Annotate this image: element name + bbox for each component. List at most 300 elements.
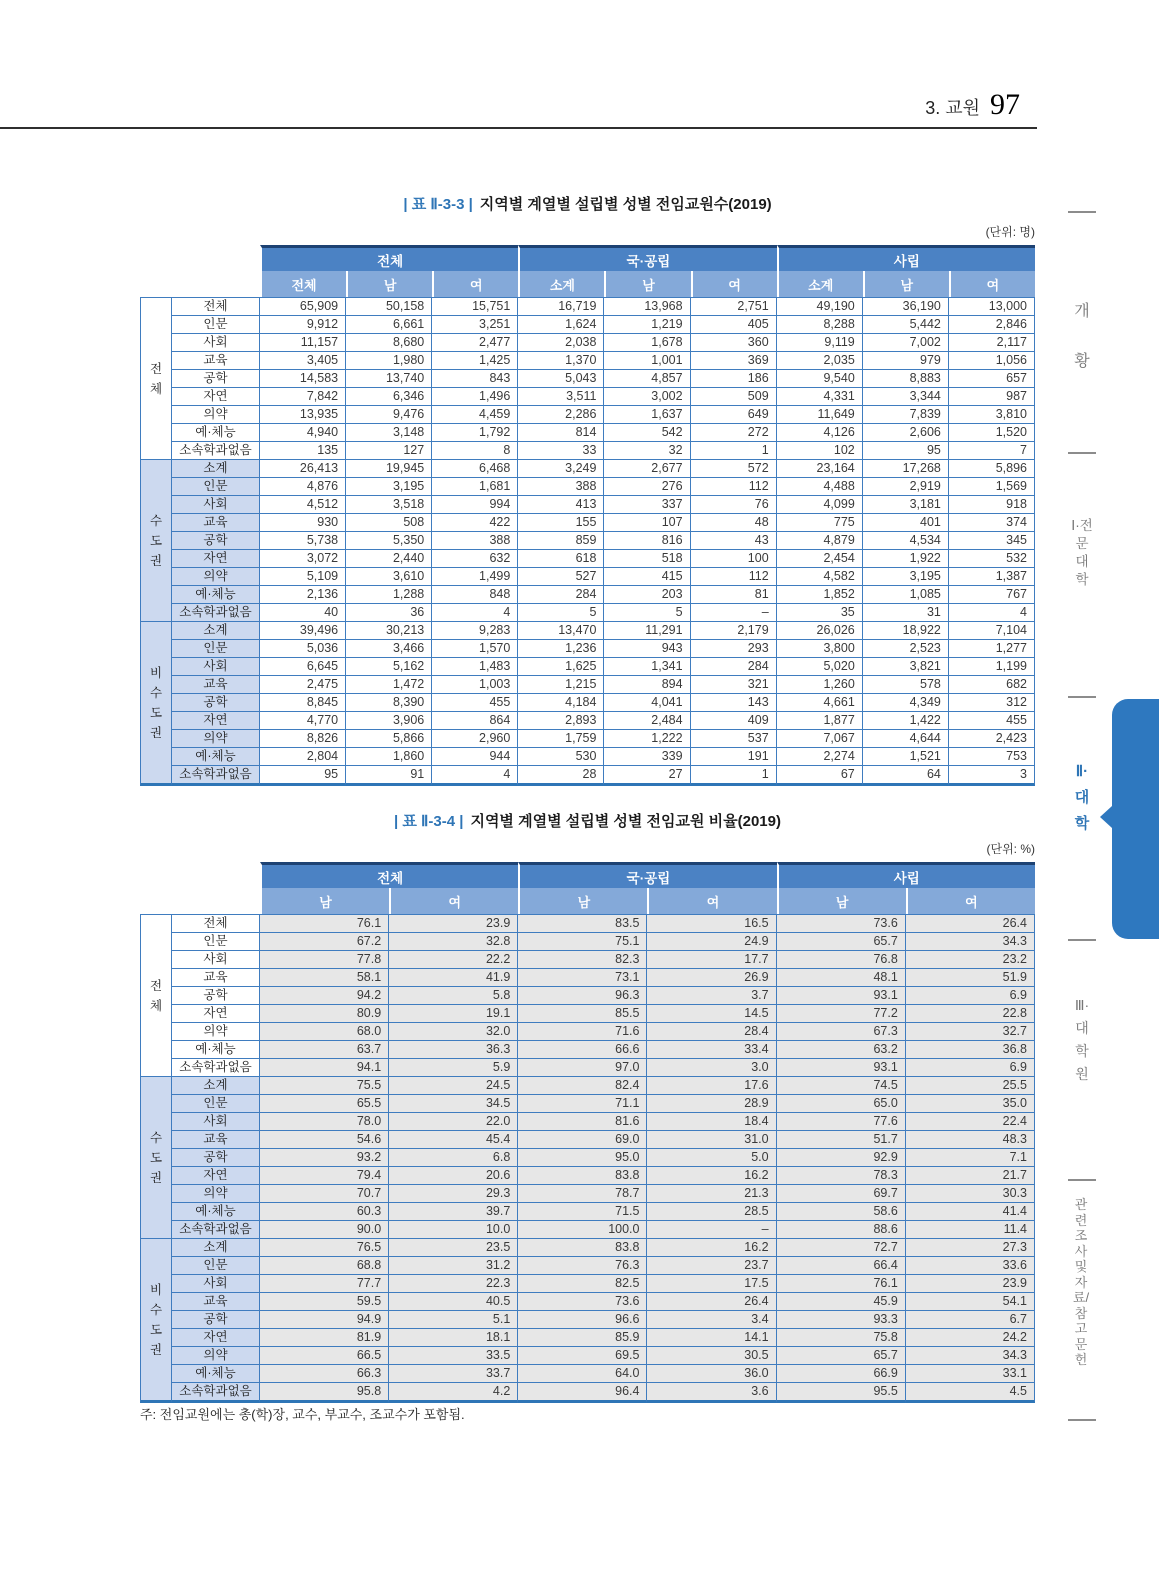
table-tag: | 표 Ⅱ-3-4 | bbox=[394, 813, 464, 830]
value-cell: 1,370 bbox=[518, 352, 604, 370]
value-cell: 58.1 bbox=[260, 969, 389, 987]
value-cell: 36 bbox=[346, 604, 432, 622]
value-cell: 73.1 bbox=[518, 969, 647, 987]
index-divider bbox=[1068, 939, 1096, 941]
value-cell: 78.0 bbox=[260, 1113, 389, 1131]
field-label: 자연 bbox=[172, 550, 260, 568]
value-cell: 23.9 bbox=[389, 914, 518, 933]
field-label: 소계 bbox=[172, 1077, 260, 1095]
value-cell: 81.9 bbox=[260, 1329, 389, 1347]
value-cell: 2,893 bbox=[518, 712, 604, 730]
value-cell: 24.2 bbox=[906, 1329, 1035, 1347]
field-label: 공학 bbox=[172, 1149, 260, 1167]
value-cell: 4,126 bbox=[777, 424, 863, 442]
value-cell: 5.1 bbox=[389, 1311, 518, 1329]
value-cell: 1,499 bbox=[432, 568, 518, 586]
value-cell: 27 bbox=[604, 766, 690, 786]
value-cell: 374 bbox=[949, 514, 1035, 532]
value-cell: 48.3 bbox=[906, 1131, 1035, 1149]
value-cell: 3 bbox=[949, 766, 1035, 786]
value-cell: 65.7 bbox=[777, 1347, 906, 1365]
value-cell: 1,922 bbox=[863, 550, 949, 568]
value-cell: 4,349 bbox=[863, 694, 949, 712]
value-cell: 2,523 bbox=[863, 640, 949, 658]
value-cell: 388 bbox=[518, 478, 604, 496]
column-group-header: 전체 bbox=[260, 245, 518, 271]
value-cell: 97.0 bbox=[518, 1059, 647, 1077]
value-cell: 2,117 bbox=[949, 334, 1035, 352]
value-cell: 864 bbox=[432, 712, 518, 730]
value-cell: 6.9 bbox=[906, 1059, 1035, 1077]
value-cell: 530 bbox=[518, 748, 604, 766]
value-cell: 6,661 bbox=[346, 316, 432, 334]
field-label: 의약 bbox=[172, 1347, 260, 1365]
field-label: 예·체능 bbox=[172, 586, 260, 604]
value-cell: 8,680 bbox=[346, 334, 432, 352]
value-cell: 5,442 bbox=[863, 316, 949, 334]
value-cell: 4,488 bbox=[777, 478, 863, 496]
value-cell: 814 bbox=[518, 424, 604, 442]
field-label: 사회 bbox=[172, 334, 260, 352]
value-cell: 69.5 bbox=[518, 1347, 647, 1365]
value-cell: 994 bbox=[432, 496, 518, 514]
column-header: 여 bbox=[691, 271, 777, 297]
value-cell: 2,919 bbox=[863, 478, 949, 496]
value-cell: 3,249 bbox=[518, 460, 604, 478]
value-cell: 63.7 bbox=[260, 1041, 389, 1059]
value-cell: 71.1 bbox=[518, 1095, 647, 1113]
value-cell: 3,195 bbox=[346, 478, 432, 496]
field-label: 자연 bbox=[172, 1167, 260, 1185]
region-label bbox=[140, 1239, 172, 1403]
value-cell: 66.9 bbox=[777, 1365, 906, 1383]
value-cell: 66.3 bbox=[260, 1365, 389, 1383]
column-header: 여 bbox=[389, 888, 518, 914]
value-cell: 5,109 bbox=[260, 568, 346, 586]
value-cell: 93.1 bbox=[777, 987, 906, 1005]
value-cell: 95 bbox=[863, 442, 949, 460]
value-cell: 71.6 bbox=[518, 1023, 647, 1041]
field-label: 공학 bbox=[172, 987, 260, 1005]
value-cell: 1,483 bbox=[432, 658, 518, 676]
value-cell: 67.3 bbox=[777, 1023, 906, 1041]
value-cell: 1,860 bbox=[346, 748, 432, 766]
value-cell: 578 bbox=[863, 676, 949, 694]
value-cell: 1,624 bbox=[518, 316, 604, 334]
value-cell: 23,164 bbox=[777, 460, 863, 478]
value-cell: 3,344 bbox=[863, 388, 949, 406]
value-cell: 8 bbox=[432, 442, 518, 460]
faculty-ratio-table bbox=[140, 862, 1035, 1403]
value-cell: 5.9 bbox=[389, 1059, 518, 1077]
field-label: 교육 bbox=[172, 1131, 260, 1149]
value-cell: 9,283 bbox=[432, 622, 518, 640]
value-cell: 5 bbox=[518, 604, 604, 622]
value-cell: 80.9 bbox=[260, 1005, 389, 1023]
value-cell: 75.8 bbox=[777, 1329, 906, 1347]
value-cell: 18,922 bbox=[863, 622, 949, 640]
value-cell: 22.2 bbox=[389, 951, 518, 969]
value-cell: 8,390 bbox=[346, 694, 432, 712]
value-cell: 36,190 bbox=[863, 297, 949, 316]
value-cell: 284 bbox=[691, 658, 777, 676]
value-cell: 1,003 bbox=[432, 676, 518, 694]
region-label bbox=[140, 622, 172, 786]
value-cell: 24.9 bbox=[647, 933, 776, 951]
value-cell: 76 bbox=[691, 496, 777, 514]
field-label: 사회 bbox=[172, 1275, 260, 1293]
value-cell: 21.3 bbox=[647, 1185, 776, 1203]
value-cell: 31.0 bbox=[647, 1131, 776, 1149]
table-corner bbox=[140, 245, 260, 297]
column-header: 소계 bbox=[777, 271, 863, 297]
value-cell: 107 bbox=[604, 514, 690, 532]
value-cell: 191 bbox=[691, 748, 777, 766]
value-cell: 1,288 bbox=[346, 586, 432, 604]
index-item-junior-college: Ⅰ·전문대학 bbox=[1071, 518, 1093, 587]
value-cell: 40 bbox=[260, 604, 346, 622]
value-cell: 51.9 bbox=[906, 969, 1035, 987]
value-cell: 22.3 bbox=[389, 1275, 518, 1293]
field-label: 사회 bbox=[172, 658, 260, 676]
value-cell: 930 bbox=[260, 514, 346, 532]
value-cell: 26,413 bbox=[260, 460, 346, 478]
field-label: 예·체능 bbox=[172, 1203, 260, 1221]
value-cell: 112 bbox=[691, 478, 777, 496]
value-cell: 33 bbox=[518, 442, 604, 460]
value-cell: 409 bbox=[691, 712, 777, 730]
value-cell: 753 bbox=[949, 748, 1035, 766]
value-cell: 82.4 bbox=[518, 1077, 647, 1095]
field-label: 자연 bbox=[172, 388, 260, 406]
field-label: 인문 bbox=[172, 478, 260, 496]
value-cell: 1,277 bbox=[949, 640, 1035, 658]
value-cell: 455 bbox=[949, 712, 1035, 730]
value-cell: 1,422 bbox=[863, 712, 949, 730]
value-cell: 81 bbox=[691, 586, 777, 604]
value-cell: 49,190 bbox=[777, 297, 863, 316]
value-cell: 64.0 bbox=[518, 1365, 647, 1383]
value-cell: 96.6 bbox=[518, 1311, 647, 1329]
value-cell: 1,569 bbox=[949, 478, 1035, 496]
value-cell: 75.1 bbox=[518, 933, 647, 951]
value-cell: 83.5 bbox=[518, 914, 647, 933]
value-cell: 8,288 bbox=[777, 316, 863, 334]
value-cell: 1,520 bbox=[949, 424, 1035, 442]
value-cell: 41.9 bbox=[389, 969, 518, 987]
value-cell: 7 bbox=[949, 442, 1035, 460]
value-cell: 68.0 bbox=[260, 1023, 389, 1041]
value-cell: 77.8 bbox=[260, 951, 389, 969]
value-cell: 26.9 bbox=[647, 969, 776, 987]
value-cell: 1,085 bbox=[863, 586, 949, 604]
value-cell: 3.6 bbox=[647, 1383, 776, 1403]
value-cell: 2,454 bbox=[777, 550, 863, 568]
value-cell: 3,251 bbox=[432, 316, 518, 334]
value-cell: 401 bbox=[863, 514, 949, 532]
field-label: 소계 bbox=[172, 460, 260, 478]
value-cell: 93.3 bbox=[777, 1311, 906, 1329]
value-cell: 1,215 bbox=[518, 676, 604, 694]
field-label: 공학 bbox=[172, 694, 260, 712]
value-cell: 39,496 bbox=[260, 622, 346, 640]
value-cell: 48 bbox=[691, 514, 777, 532]
value-cell: 337 bbox=[604, 496, 690, 514]
value-cell: 5,043 bbox=[518, 370, 604, 388]
value-cell: 16,719 bbox=[518, 297, 604, 316]
page-number: 97 bbox=[990, 88, 1020, 121]
value-cell: 2,484 bbox=[604, 712, 690, 730]
column-group-header: 사립 bbox=[777, 245, 1035, 271]
value-cell: 22.8 bbox=[906, 1005, 1035, 1023]
value-cell: 58.6 bbox=[777, 1203, 906, 1221]
value-cell: 4,534 bbox=[863, 532, 949, 550]
field-label: 의약 bbox=[172, 730, 260, 748]
value-cell: 28 bbox=[518, 766, 604, 786]
value-cell: 618 bbox=[518, 550, 604, 568]
value-cell: 79.4 bbox=[260, 1167, 389, 1185]
value-cell: 73.6 bbox=[777, 914, 906, 933]
column-header: 남 bbox=[346, 271, 432, 297]
value-cell: 18.1 bbox=[389, 1329, 518, 1347]
value-cell: 508 bbox=[346, 514, 432, 532]
value-cell: 20.6 bbox=[389, 1167, 518, 1185]
column-header: 여 bbox=[647, 888, 776, 914]
active-section-tab bbox=[1112, 699, 1159, 939]
value-cell: 102 bbox=[777, 442, 863, 460]
value-cell: 203 bbox=[604, 586, 690, 604]
value-cell: 657 bbox=[949, 370, 1035, 388]
value-cell: 3,072 bbox=[260, 550, 346, 568]
value-cell: 135 bbox=[260, 442, 346, 460]
value-cell: 69.0 bbox=[518, 1131, 647, 1149]
value-cell: 3,821 bbox=[863, 658, 949, 676]
value-cell: 95.0 bbox=[518, 1149, 647, 1167]
value-cell: 100 bbox=[691, 550, 777, 568]
value-cell: 632 bbox=[432, 550, 518, 568]
value-cell: 33.6 bbox=[906, 1257, 1035, 1275]
value-cell: 1,521 bbox=[863, 748, 949, 766]
value-cell: 32.0 bbox=[389, 1023, 518, 1041]
value-cell: 9,540 bbox=[777, 370, 863, 388]
value-cell: 5,162 bbox=[346, 658, 432, 676]
field-label: 예·체능 bbox=[172, 1041, 260, 1059]
value-cell: 345 bbox=[949, 532, 1035, 550]
column-group-header: 국·공립 bbox=[518, 862, 776, 888]
value-cell: 54.6 bbox=[260, 1131, 389, 1149]
column-header: 전체 bbox=[260, 271, 346, 297]
field-label: 교육 bbox=[172, 969, 260, 987]
value-cell: 7.1 bbox=[906, 1149, 1035, 1167]
value-cell: 36.3 bbox=[389, 1041, 518, 1059]
column-header: 소계 bbox=[518, 271, 604, 297]
value-cell: 96.3 bbox=[518, 987, 647, 1005]
value-cell: 7,067 bbox=[777, 730, 863, 748]
value-cell: 24.5 bbox=[389, 1077, 518, 1095]
value-cell: 76.3 bbox=[518, 1257, 647, 1275]
value-cell: 92.9 bbox=[777, 1149, 906, 1167]
section-title: 3. 교원 bbox=[925, 98, 980, 118]
field-label: 소속학과없음 bbox=[172, 766, 260, 786]
value-cell: 2,038 bbox=[518, 334, 604, 352]
value-cell: 3,405 bbox=[260, 352, 346, 370]
value-cell: 2,440 bbox=[346, 550, 432, 568]
value-cell: 1,222 bbox=[604, 730, 690, 748]
value-cell: 13,968 bbox=[604, 297, 690, 316]
value-cell: 28.9 bbox=[647, 1095, 776, 1113]
region-label-text: 비수도권 bbox=[149, 1282, 163, 1357]
value-cell: 2,136 bbox=[260, 586, 346, 604]
value-cell: 1,199 bbox=[949, 658, 1035, 676]
value-cell: 1,980 bbox=[346, 352, 432, 370]
value-cell: 16.2 bbox=[647, 1167, 776, 1185]
value-cell: 4,459 bbox=[432, 406, 518, 424]
index-divider bbox=[1068, 1419, 1096, 1421]
value-cell: 91 bbox=[346, 766, 432, 786]
value-cell: 82.3 bbox=[518, 951, 647, 969]
value-cell: 5.0 bbox=[647, 1149, 776, 1167]
value-cell: 4,661 bbox=[777, 694, 863, 712]
value-cell: 527 bbox=[518, 568, 604, 586]
value-cell: 67.2 bbox=[260, 933, 389, 951]
value-cell: 27.3 bbox=[906, 1239, 1035, 1257]
value-cell: 2,960 bbox=[432, 730, 518, 748]
value-cell: 2,606 bbox=[863, 424, 949, 442]
field-label: 교육 bbox=[172, 676, 260, 694]
field-label: 소속학과없음 bbox=[172, 604, 260, 622]
value-cell: 532 bbox=[949, 550, 1035, 568]
field-label: 인문 bbox=[172, 640, 260, 658]
value-cell: 1,570 bbox=[432, 640, 518, 658]
value-cell: 1,877 bbox=[777, 712, 863, 730]
value-cell: 572 bbox=[691, 460, 777, 478]
value-cell: 76.5 bbox=[260, 1239, 389, 1257]
value-cell: 284 bbox=[518, 586, 604, 604]
value-cell: 4,770 bbox=[260, 712, 346, 730]
column-group-header: 사립 bbox=[777, 862, 1035, 888]
value-cell: 64 bbox=[863, 766, 949, 786]
column-header: 여 bbox=[432, 271, 518, 297]
value-cell: 30.3 bbox=[906, 1185, 1035, 1203]
field-label: 소속학과없음 bbox=[172, 442, 260, 460]
value-cell: 4,876 bbox=[260, 478, 346, 496]
value-cell: 4,644 bbox=[863, 730, 949, 748]
value-cell: 75.5 bbox=[260, 1077, 389, 1095]
field-label: 소속학과없음 bbox=[172, 1383, 260, 1403]
table-tag: | 표 Ⅱ-3-3 | bbox=[403, 196, 473, 213]
value-cell: 4,099 bbox=[777, 496, 863, 514]
value-cell: 4 bbox=[432, 766, 518, 786]
value-cell: 13,470 bbox=[518, 622, 604, 640]
field-label: 교육 bbox=[172, 514, 260, 532]
value-cell: 3.4 bbox=[647, 1311, 776, 1329]
value-cell: 17.6 bbox=[647, 1077, 776, 1095]
value-cell: 13,000 bbox=[949, 297, 1035, 316]
field-label: 사회 bbox=[172, 1113, 260, 1131]
field-label: 예·체능 bbox=[172, 1365, 260, 1383]
value-cell: 143 bbox=[691, 694, 777, 712]
value-cell: 34.3 bbox=[906, 1347, 1035, 1365]
value-cell: 2,804 bbox=[260, 748, 346, 766]
value-cell: 17.5 bbox=[647, 1275, 776, 1293]
value-cell: 83.8 bbox=[518, 1239, 647, 1257]
value-cell: 10.0 bbox=[389, 1221, 518, 1239]
index-divider bbox=[1068, 452, 1096, 454]
value-cell: 518 bbox=[604, 550, 690, 568]
value-cell: 32 bbox=[604, 442, 690, 460]
value-cell: 16.2 bbox=[647, 1239, 776, 1257]
table-title bbox=[140, 810, 1035, 831]
value-cell: 34.5 bbox=[389, 1095, 518, 1113]
region-label-text: 전체 bbox=[149, 361, 163, 396]
value-cell: 72.7 bbox=[777, 1239, 906, 1257]
field-label: 전체 bbox=[172, 297, 260, 316]
field-label: 소계 bbox=[172, 1239, 260, 1257]
index-item-references: 관련조사 및 자료/참고문헌 bbox=[1072, 1197, 1090, 1367]
value-cell: 987 bbox=[949, 388, 1035, 406]
value-cell: 95 bbox=[260, 766, 346, 786]
value-cell: 1,681 bbox=[432, 478, 518, 496]
column-header: 여 bbox=[906, 888, 1035, 914]
value-cell: 9,912 bbox=[260, 316, 346, 334]
value-cell: 3,181 bbox=[863, 496, 949, 514]
value-cell: 4,184 bbox=[518, 694, 604, 712]
value-cell: 1,387 bbox=[949, 568, 1035, 586]
value-cell: 859 bbox=[518, 532, 604, 550]
value-cell: 31.2 bbox=[389, 1257, 518, 1275]
value-cell: 3,002 bbox=[604, 388, 690, 406]
field-label: 자연 bbox=[172, 712, 260, 730]
value-cell: 1,792 bbox=[432, 424, 518, 442]
value-cell: 95.5 bbox=[777, 1383, 906, 1403]
value-cell: 66.6 bbox=[518, 1041, 647, 1059]
field-label: 의약 bbox=[172, 1023, 260, 1041]
field-label: 전체 bbox=[172, 914, 260, 933]
value-cell: 3,906 bbox=[346, 712, 432, 730]
value-cell: 918 bbox=[949, 496, 1035, 514]
value-cell: 63.2 bbox=[777, 1041, 906, 1059]
value-cell: 6.8 bbox=[389, 1149, 518, 1167]
value-cell: 2,475 bbox=[260, 676, 346, 694]
table-corner bbox=[140, 862, 260, 914]
value-cell: 90.0 bbox=[260, 1221, 389, 1239]
value-cell: 16.5 bbox=[647, 914, 776, 933]
value-cell: 5.8 bbox=[389, 987, 518, 1005]
value-cell: 6,346 bbox=[346, 388, 432, 406]
region-label-text: 수도권 bbox=[149, 513, 163, 568]
field-label: 예·체능 bbox=[172, 748, 260, 766]
value-cell: 35.0 bbox=[906, 1095, 1035, 1113]
value-cell: 1,678 bbox=[604, 334, 690, 352]
value-cell: 1,425 bbox=[432, 352, 518, 370]
value-cell: 2,035 bbox=[777, 352, 863, 370]
unit-label: (단위: %) bbox=[986, 842, 1035, 856]
value-cell: 33.4 bbox=[647, 1041, 776, 1059]
value-cell: 36.0 bbox=[647, 1365, 776, 1383]
value-cell: 3,511 bbox=[518, 388, 604, 406]
value-cell: 1,472 bbox=[346, 676, 432, 694]
value-cell: 23.5 bbox=[389, 1239, 518, 1257]
value-cell: 13,740 bbox=[346, 370, 432, 388]
field-label: 의약 bbox=[172, 1185, 260, 1203]
value-cell: 66.4 bbox=[777, 1257, 906, 1275]
value-cell: 509 bbox=[691, 388, 777, 406]
value-cell: 4,857 bbox=[604, 370, 690, 388]
value-cell: 6,468 bbox=[432, 460, 518, 478]
value-cell: 31 bbox=[863, 604, 949, 622]
value-cell: 76.8 bbox=[777, 951, 906, 969]
field-label: 인문 bbox=[172, 933, 260, 951]
